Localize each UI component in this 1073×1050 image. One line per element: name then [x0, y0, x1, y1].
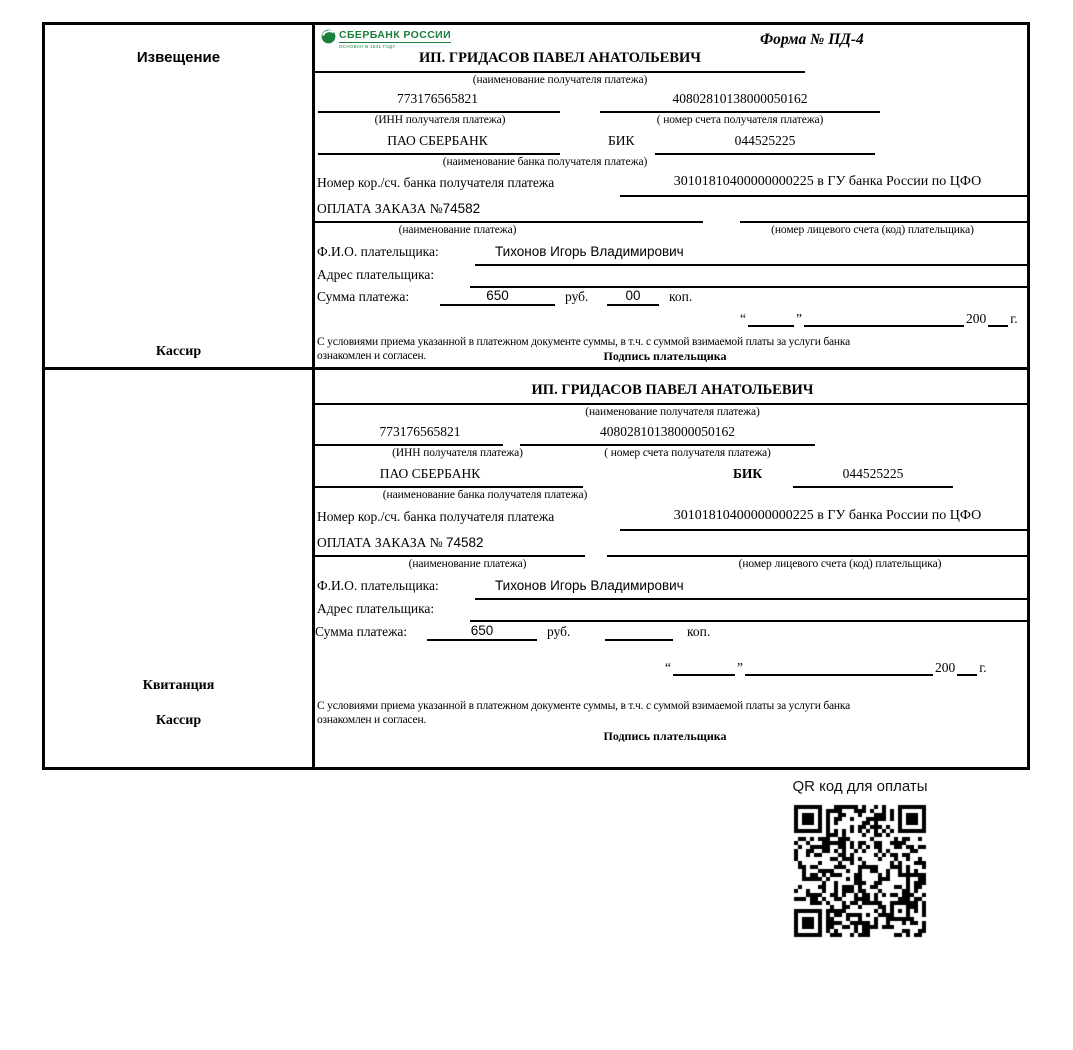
account-caption: ( номер счета получателя платежа)	[604, 447, 771, 459]
payer-name-value: Тихонов Игорь Владимирович	[495, 244, 684, 259]
bank-caption: (наименование банка получателя платежа)	[382, 489, 588, 501]
inn-caption: (ИНН получателя платежа)	[392, 447, 523, 459]
account-value: 40802810138000050162	[672, 91, 808, 106]
amount-label: Сумма платежа:	[315, 624, 408, 639]
cashier-label: Кассир	[155, 713, 202, 728]
bik-label: БИК	[733, 466, 763, 481]
payer-name-label: Ф.И.О. плательщика:	[317, 244, 439, 259]
terms-text-line2: ознакомлен и согласен.	[317, 714, 427, 726]
payment-name-caption: (наименование платежа)	[408, 558, 527, 570]
kop-label: коп.	[687, 624, 711, 639]
sberbank-logo-icon	[321, 29, 336, 49]
payer-code-caption: (номер лицевого счета (код) плательщика)	[738, 558, 942, 570]
amount-label: Сумма платежа:	[317, 289, 410, 304]
payer-address-label: Адрес плательщика:	[317, 267, 435, 282]
receipt-right-cell	[315, 370, 1027, 767]
payer-code-caption: (номер лицевого счета (код) плательщика)	[771, 224, 974, 236]
form-number: Форма № ПД-4	[760, 31, 864, 48]
qr-code	[792, 803, 928, 939]
bank-name: ПАО СБЕРБАНК	[387, 133, 488, 148]
corr-account-label: Номер кор./сч. банка получателя платежа	[317, 509, 555, 524]
receipt-left-cell	[45, 370, 315, 767]
payment-purpose: ОПЛАТА ЗАКАЗА № 74582	[317, 535, 484, 550]
order-number: 74582	[442, 201, 481, 216]
corr-account-value: 30101810400000000225 в ГУ банка России по ЦФО	[673, 508, 982, 523]
date-line: “ ” 200 г.	[665, 660, 987, 675]
notice-label: Извещение	[136, 49, 221, 66]
amount-rub-value: 650	[440, 288, 555, 306]
notice-left-cell	[45, 25, 315, 367]
inn-value: 773176565821	[379, 424, 461, 439]
payment-name-caption: (наименование платежа)	[398, 224, 517, 236]
recipient-name: ИП. ГРИДАСОВ ПАВЕЛ АНАТОЛЬЕВИЧ	[531, 382, 814, 398]
recipient-caption: (наименование получателя платежа)	[585, 406, 760, 418]
recipient-name: ИП. ГРИДАСОВ ПАВЕЛ АНАТОЛЬЕВИЧ	[419, 50, 701, 66]
account-caption: ( номер счета получателя платежа)	[656, 114, 824, 126]
corr-account-value: 30101810400000000225 в ГУ банка России по ЦФО	[673, 174, 982, 189]
recipient-caption: (наименование получателя платежа)	[472, 74, 648, 86]
signature-label: Подпись плательщика	[603, 729, 727, 743]
rub-label: руб.	[547, 624, 571, 639]
payer-name-value: Тихонов Игорь Владимирович	[495, 578, 684, 593]
qr-block	[760, 778, 960, 939]
order-number: 74582	[446, 535, 484, 550]
amount-kop-value	[605, 623, 673, 641]
sberbank-logo-text: СБЕРБАНК РОССИИ	[339, 29, 452, 41]
bank-caption: (наименование банка получателя платежа)	[442, 156, 648, 168]
qr-label: QR код для оплаты	[792, 778, 928, 795]
bank-name: ПАО СБЕРБАНК	[379, 466, 481, 481]
notice-right-cell	[315, 25, 1027, 367]
payer-address-label: Адрес плательщика:	[317, 601, 435, 616]
account-value: 40802810138000050162	[600, 424, 735, 439]
bik-label: БИК	[608, 133, 635, 148]
date-line: “ ” 200 г.	[740, 311, 1018, 326]
inn-caption: (ИНН получателя платежа)	[374, 114, 506, 126]
rub-label: руб.	[565, 289, 589, 304]
payment-purpose: ОПЛАТА ЗАКАЗА №74582	[317, 201, 481, 216]
amount-rub-value: 650	[427, 623, 537, 641]
amount-kop-value: 00	[607, 288, 659, 306]
terms-text-line2: ознакомлен и согласен.	[317, 350, 427, 362]
notice-section	[45, 25, 1027, 370]
sberbank-logo	[321, 29, 451, 49]
signature-label: Подпись плательщика	[603, 349, 727, 363]
kop-label: коп.	[669, 289, 693, 304]
bik-value: 044525225	[734, 133, 796, 148]
bik-value: 044525225	[842, 466, 904, 481]
terms-text-line1: С условиями приема указанной в платежном документе суммы, в т.ч. с суммой взимаемой платы за услуги банка	[317, 700, 850, 712]
pd4-form	[42, 22, 1030, 770]
cashier-label: Кассир	[155, 344, 202, 359]
corr-account-label: Номер кор./сч. банка получателя платежа	[317, 175, 555, 190]
terms-text-line1: С условиями приема указанной в платежном документе суммы, в т.ч. с суммой взимаемой платы за услуги банка	[317, 336, 850, 348]
sberbank-logo-tagline: ОСНОВАН В 1841 ГОДУ	[339, 44, 396, 49]
payer-name-label: Ф.И.О. плательщика:	[317, 578, 439, 593]
inn-value: 773176565821	[397, 91, 478, 106]
receipt-section	[45, 370, 1027, 767]
receipt-label: Квитанция	[142, 678, 215, 693]
